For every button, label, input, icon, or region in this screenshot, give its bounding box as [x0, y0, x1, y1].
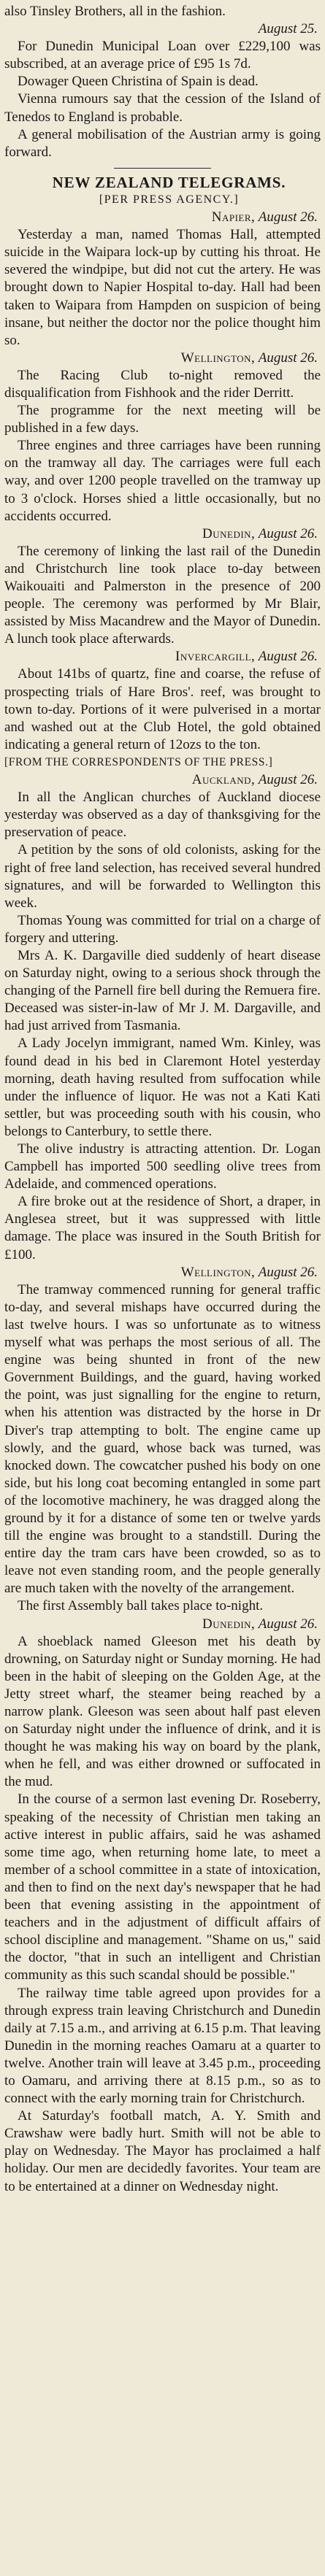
dispatch-date: August 26.: [258, 1264, 318, 1280]
dispatch-paragraph: Three engines and three carriages have been running on the tramway all day. The carriages were full each way, and over 1200 people travelled on the tramway up to 3 o'clock. Horses shied a little occasionally, but no accidents occurred.: [4, 438, 321, 524]
section-divider: [114, 168, 211, 169]
dispatch-dateline: [4, 648, 321, 666]
section-heading: NEW ZEALAND TELEGRAMS.: [52, 173, 286, 191]
dispatch-dateline: [4, 350, 321, 367]
dispatch-date: August 26.: [258, 525, 318, 541]
dispatch-paragraph: The Racing Club to-night removed the disqualification from Fishhook and the rider Derritt.: [4, 367, 321, 401]
dispatch-paragraph: Mrs A. K. Dargaville died suddenly of heart disease on Saturday night, owing to a serious shock through the changing of the Parnell fire bell during the Remuera fire. Deceased was sister-in-law of Mr J. M. Dargaville, and had just arrived from Tasmania.: [4, 947, 321, 1034]
dispatch-paragraph: The ceremony of linking the last rail of the Dunedin and Christchurch line took place to-day between Waikouaiti and Palmerston in the presence of 200 people. The ceremony was performed by Mr Blair, assisted by Miss Macandrew and the Mayor of Dunedin. A lunch took place afterwards.: [4, 543, 321, 647]
dispatch-paragraph: In the course of a sermon last evening Dr. Roseberry, speaking of the necessity of Christian men taking an active interest in public affairs, said he was ashamed some time ago, when returning home late, to meet a member of a school committee in a state of intoxication, and then to find on the next day's newspaper that he had been that evening assisting in the appointment of teachers and in the adjustment of difficult affairs of school discipline and management. "Shame on us," said the doctor, "that in such an intelligent and Christian community as this such scandal should be possible.": [4, 1792, 321, 1983]
dispatch-paragraph: A shoeblack named Gleeson met his death by drowning, on Saturday night or Sunday morning. He had been in the habit of sleeping on the Golden Age, at the Jetty street wharf, the steamer being reached by a narrow plank. Gleeson was seen about half past eleven on Saturday night under the influence of drink, and it is thought he was making his way on board by the plank, when he fell, and was either drowned or suffocated in the mud.: [4, 1633, 321, 1790]
dispatch-place: Dunedin,: [202, 1616, 256, 1632]
dispatch-paragraph: About 141bs of quartz, fine and coarse, the refuse of prospecting trials of Hare Bros'. reef, was brought to town to-day. Portions of it were pulverised in a mortar and washed out at the Club Hotel, the gold obtained indicating a general return of 12ozs to the ton.: [4, 666, 321, 752]
dispatch-place: Auckland,: [191, 772, 256, 788]
dispatch-paragraph: Thomas Young was committed for trial on a charge of forgery and uttering.: [4, 912, 321, 946]
dispatch-paragraph: Yesterday a man, named Thomas Hall, attempted suicide in the Waipara lock-up by cutting his throat. He severed the windpipe, but did not cut the artery. He was brought down to Napier Hospital to-day. Hall had been taken to Waipara from Hampden on suspicion of being insane, but neither the doctor nor the police thought him so.: [4, 227, 321, 348]
dispatch-date: August 26.: [258, 209, 318, 225]
dispatch-date: August 26.: [258, 1616, 318, 1632]
dispatch-paragraph: In all the Anglican churches of Auckland diocese yesterday was observed as a day of thanksgiving for the preservation of peace.: [4, 790, 321, 841]
cable-item: A general mobilisation of the Austrian army is going forward.: [4, 126, 321, 160]
dispatch-paragraph: The programme for the next meeting will be published in a few days.: [4, 403, 321, 436]
dispatch-paragraph: The tramway commenced running for general traffic to-day, and several mishaps have occurred during the last twelve hours. I was so unfortunate as to witness myself what was perhaps the most serious of all. The engine was being shunted in front of the new Government Buildings, and the guard, having worked the point, was just signalling for the engine to return, when his attention was distracted by the horse in Dr Diver's trap attempting to bolt. The engine came up slowly, and the guard, whose back was turned, was knocked down. The cowcatcher pushed his body on one side, but his long coat becoming entangled in some part of the locomotive machinery, he was dragged along the ground by it for a distance of some ten or twelve yards till the engine was brought to a standstill. During the entire day the tram cars have been crowded, so as to leave not even standing room, and the people generally are much taken with the novelty of the arrangement.: [4, 1281, 321, 1597]
dispatch-paragraph: At Saturday's football match, A. Y. Smith and Crawshaw were badly hurt. Smith will not be able to play on Wednesday. The Mayor has proclaimed a half holiday. Our men are decidedly favorites. Your team are to be entertained at a dinner on Wednesday night.: [4, 2108, 321, 2194]
correspondents-label: [FROM THE CORRESPONDENTS OF THE PRESS.]: [4, 755, 273, 768]
cable-dateline: August 25.: [258, 21, 318, 37]
dispatch-paragraph: The first Assembly ball takes place to-night.: [18, 1598, 264, 1614]
cable-item: Dowager Queen Christina of Spain is dead.: [18, 74, 259, 90]
cable-item: Vienna rumours say that the cession of the Island of Tenedos to England is probable.: [4, 91, 321, 125]
dispatch-dateline: [4, 209, 321, 226]
dispatch-paragraph: The railway time table agreed upon provides for a through express train leaving Christchurch and Dunedin daily at 7.15 a.m., and arriving at 6.15 p.m. That leaving Dunedin in the morning reaches Oamaru at a quarter to twelve. Another train will leave at 3.45 p.m., proceeding to Oamaru, and arriving there at 8.15 p.m., so as to connect with the early morning train for Christchurch.: [4, 1985, 321, 2107]
cable-item: For Dunedin Municipal Loan over £229,100 was subscribed, at an average price of £95 1s 7d.: [4, 39, 321, 72]
dispatch-place: Napier,: [211, 209, 256, 225]
dispatch-paragraph: A Lady Jocelyn immigrant, named Wm. Kinley, was found dead in his bed in Claremont Hotel yesterday morning, death having resulted from suffocation while under the influence of liquor. He was not a Kati Kati settler, but was proceeding south with his cousin, who belongs to Canterbury, to settle there.: [4, 1036, 321, 1139]
dispatch-place: Wellington,: [180, 1264, 256, 1280]
dispatch-paragraph: A petition by the sons of old colonists, asking for the right of free land selection, has received several hundred signatures, and will be forwarded to Wellington this week.: [4, 842, 321, 911]
dispatch-date: August 26.: [258, 649, 318, 665]
dispatch-place: Dunedin,: [202, 525, 256, 541]
agency-label: [PER PRESS AGENCY.]: [99, 193, 240, 206]
dispatch-dateline: [4, 1616, 321, 1633]
dispatch-date: August 26.: [258, 350, 318, 366]
dispatch-place: Invercargill,: [175, 649, 256, 665]
dispatch-dateline: [4, 771, 321, 789]
dispatch-dateline: [4, 1264, 321, 1281]
dispatch-dateline: [4, 525, 321, 543]
dispatch-place: Wellington,: [180, 350, 256, 366]
dispatch-paragraph: A fire broke out at the residence of Short, a draper, in Anglesea street, but it was suppressed with little damage. The place was insured in the South British for £100.: [4, 1194, 321, 1262]
dispatch-paragraph: The olive industry is attracting attention. Dr. Logan Campbell has imported 500 seedling olive trees from Adelaide, and commenced operations.: [4, 1141, 321, 1192]
continuation-text: also Tinsley Brothers, all in the fashion.: [4, 4, 226, 19]
dispatch-date: August 26.: [258, 772, 318, 788]
